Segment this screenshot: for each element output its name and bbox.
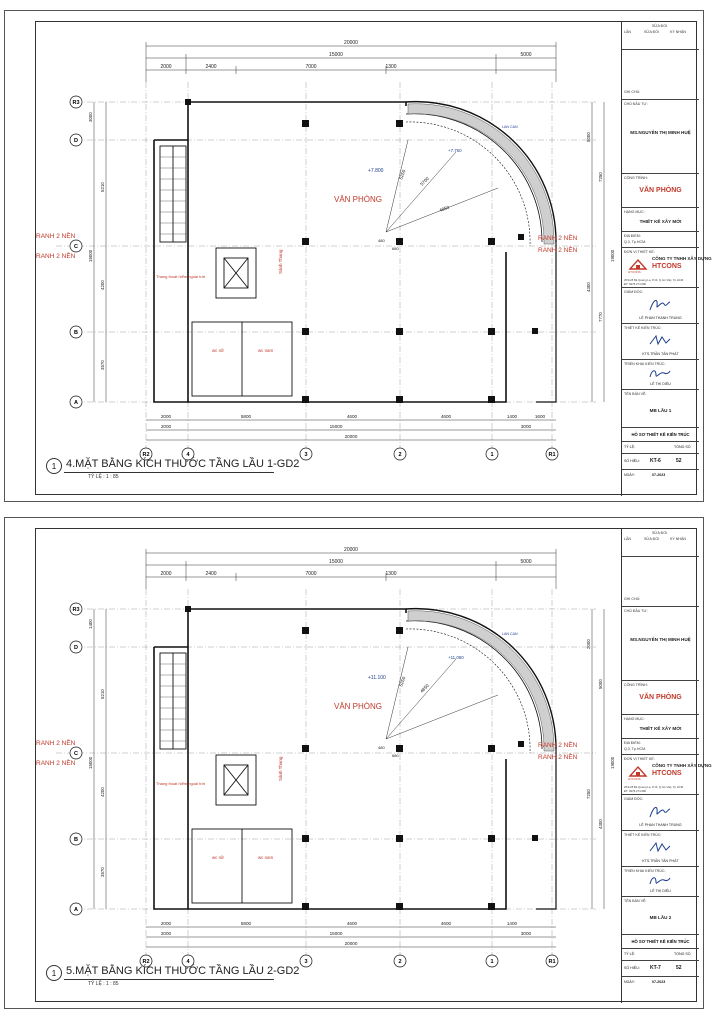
drawing-name-row <box>622 897 699 935</box>
company-name: CÔNG TY TNHH XÂY DỰNG <box>652 256 712 261</box>
category-row <box>622 208 699 232</box>
grid-col-r1: R1 <box>548 452 556 458</box>
revision-col-sign: KÝ NHẬN <box>670 30 686 34</box>
location-value: Q.3, Tp.HCM. <box>624 240 647 244</box>
dim-bottom-detail-2: 5800 <box>240 921 252 926</box>
set-name: HỒ SƠ THIẾT KẾ KIẾN TRÚC <box>631 939 690 944</box>
scale-label: TỶ LỆ: <box>624 445 635 449</box>
structural-columns <box>185 99 538 403</box>
dim-left-total: 15000 <box>88 249 93 262</box>
dim-right-total: 19000 <box>610 249 615 262</box>
director-label: GIÁM ĐỐC: <box>624 290 644 294</box>
scale-label: TỶ LỆ: <box>624 952 635 956</box>
ranh-right-1: RANH 2 NỀN <box>538 235 578 242</box>
drawing-name-label: TÊN BẢN VẼ: <box>624 392 647 396</box>
dim-bottom-mid-3: 3000 <box>520 931 532 936</box>
architect-row <box>622 831 699 867</box>
dim-right-3: 7250 <box>586 789 591 799</box>
dim-bottom-detail-1: 2000 <box>160 921 172 926</box>
dim-right-total: 19000 <box>610 756 615 769</box>
company-address: 25/11/8 Bà Quang La, P.13, Q.Gò Vấp, Tp.HCM <box>624 785 684 789</box>
revision-col-change: SỬA ĐỔI <box>644 30 660 34</box>
project-name: VĂN PHÒNG <box>639 187 682 194</box>
dim-bottom-detail-1: 2000 <box>160 414 172 419</box>
company-address: 25/11/8 Bà Quang La, P.13, Q.Gò Vấp, Tp.HCM <box>624 278 684 282</box>
grid-col-3: 3 <box>304 452 308 458</box>
designer-row <box>622 755 712 795</box>
sheet-no: KT-6 <box>650 458 661 464</box>
location-value: Q.3, Tp.HCM. <box>624 747 647 751</box>
location-label: ĐỊA ĐIỂM: <box>624 741 641 745</box>
lobby-label: Sảnh Thang <box>278 249 283 274</box>
drawing-name-label: TÊN BẢN VẼ: <box>624 899 647 903</box>
architect-label: THIẾT KẾ KIẾN TRÚC: <box>624 833 662 837</box>
ranh-left-1: RANH 2 NỀN <box>36 233 76 240</box>
dim-top-total: 20000 <box>344 40 358 46</box>
checker-signature <box>648 367 672 381</box>
dim-left-4: 3570 <box>100 867 105 877</box>
project-row <box>622 681 699 715</box>
dim-top-mid-2: 5000 <box>520 52 532 58</box>
dim-bottom-total: 20000 <box>344 941 358 946</box>
company-logo-icon <box>628 764 648 778</box>
category-row <box>622 715 699 739</box>
drawing-name-row <box>622 390 699 428</box>
dim-top-detail-2: 2400 <box>205 64 217 70</box>
floor-plan <box>36 529 621 1003</box>
building-walls <box>154 609 506 909</box>
title-block <box>621 22 712 496</box>
scale-row <box>622 949 699 961</box>
elevation-mark: +11.100 <box>368 675 386 681</box>
director-signature <box>648 296 672 312</box>
dim-top-detail-1: 2000 <box>160 64 172 70</box>
service-core <box>160 653 292 903</box>
dim-top-mid-1: 15000 <box>329 559 343 565</box>
left-dimensions <box>94 102 106 402</box>
owner-name: MS.NGUYỄN THỊ MINH HUỆ <box>630 130 691 135</box>
dim-top-total: 20000 <box>344 547 358 553</box>
service-core <box>160 146 292 396</box>
ranh-right-1: RANH 2 NỀN <box>538 742 578 749</box>
top-dimensions <box>146 42 556 82</box>
revision-heading: SỬA ĐỔI <box>652 531 668 535</box>
dim-bottom-detail-5: 1400 <box>506 414 518 419</box>
dim-right-2: 7250 <box>598 172 603 182</box>
designer-row <box>622 248 712 288</box>
architect-name: KTS.TRẦN TÂN PHÁT <box>642 352 679 356</box>
director-signature <box>648 803 672 819</box>
set-name: HỒ SƠ THIẾT KẾ KIẾN TRÚC <box>631 432 690 437</box>
checker-signature <box>648 874 672 888</box>
grid-col-r2: R2 <box>142 452 150 458</box>
date-label: NGÀY: <box>624 980 635 984</box>
grid-row-c: C <box>74 751 78 757</box>
grid-col-1: 1 <box>490 959 494 965</box>
balcony-band <box>408 611 554 751</box>
grid-col-r1: R1 <box>548 959 556 965</box>
category-label: HẠNG MỤC: <box>624 717 645 721</box>
radius-3: 4850 <box>438 204 450 213</box>
architect-label: THIẾT KẾ KIẾN TRÚC: <box>624 326 662 330</box>
small-dim-2: 680 <box>392 246 399 251</box>
ranh-left-2: RANH 2 NỀN <box>36 253 76 260</box>
revision-col-no: LẦN <box>624 537 631 541</box>
set-row <box>622 428 699 442</box>
lobby-label: Sảnh Thang <box>278 756 283 781</box>
architect-name: KTS.TRẦN TÂN PHÁT <box>642 859 679 863</box>
checker-row <box>622 360 699 390</box>
company-brand: HTCONS <box>652 770 682 777</box>
scale-row <box>622 442 699 454</box>
drawing-number: 1 <box>46 965 62 981</box>
dim-left-1: 3000 <box>88 112 93 122</box>
dim-top-detail-3: 7000 <box>305 571 317 577</box>
dim-bottom-detail-4: 4600 <box>440 414 452 419</box>
location-label: ĐỊA ĐIỂM: <box>624 234 641 238</box>
wc-female-label: wc nữ <box>212 348 224 353</box>
radius-2: 5700 <box>419 175 430 187</box>
wc-male-label: wc nam <box>258 348 274 353</box>
dim-top-detail-3: 7000 <box>305 64 317 70</box>
location-row <box>622 739 699 755</box>
company-name: CÔNG TY TNHH XÂY DỰNG <box>652 763 712 768</box>
grid-row-a: A <box>74 400 78 406</box>
dim-bottom-detail-3: 4600 <box>346 414 358 419</box>
dim-right-2: 5000 <box>598 679 603 689</box>
building-walls <box>154 102 506 402</box>
top-dimensions <box>146 549 556 589</box>
dim-right-4: 4300 <box>598 819 603 829</box>
ranh-right-2: RANH 2 NỀN <box>538 754 578 761</box>
grid-col-3: 3 <box>304 959 308 965</box>
dim-left-3: 4200 <box>100 787 105 797</box>
category-name: THIẾT KẾ XÂY MỚI <box>639 726 682 731</box>
dim-top-detail-2: 2400 <box>205 571 217 577</box>
radius-2: 4850 <box>419 682 430 694</box>
director-label: GIÁM ĐỐC: <box>624 797 644 801</box>
ranh-left-2: RANH 2 NỀN <box>36 760 76 767</box>
director-name: LÊ PHAN THANH TRUNG <box>639 316 682 320</box>
director-name: LÊ PHAN THANH TRUNG <box>639 823 682 827</box>
category-name: THIẾT KẾ XÂY MỚI <box>639 219 682 224</box>
company-contact: ĐT: 0978.274.980 <box>624 282 647 286</box>
title-underline <box>64 472 274 473</box>
drawing-title: 4.MẶT BẰNG KÍCH THƯỚC TẦNG LẦU 1-GD2 <box>66 458 300 470</box>
drawing-name: MB LẦU 2 <box>649 915 672 920</box>
drawing-sheet-2 <box>4 517 712 1009</box>
date-value: 07-2023 <box>652 473 666 477</box>
radius-1: 5250 <box>398 676 407 688</box>
category-label: HẠNG MỤC: <box>624 210 645 214</box>
revision-heading: SỬA ĐỔI <box>652 24 668 28</box>
dim-left-2: 5210 <box>100 689 105 699</box>
dim-bottom-mid-2: 15000 <box>329 424 343 429</box>
floor-plan <box>36 22 621 496</box>
notes-row <box>622 557 699 607</box>
owner-label: CHỦ ĐẦU TƯ: <box>624 609 648 613</box>
dim-bottom-mid-1: 2000 <box>160 424 172 429</box>
radius-lines <box>386 647 498 739</box>
grid-col-4: 4 <box>186 452 190 458</box>
room-label: VĂN PHÒNG <box>333 195 383 204</box>
date-row <box>622 977 699 989</box>
notes-label: GHI CHÚ: <box>624 597 641 601</box>
dim-bottom-detail-4: 4600 <box>440 921 452 926</box>
dim-top-mid-1: 15000 <box>329 52 343 58</box>
grid-lines <box>56 589 596 959</box>
elevation-mark: +7.800 <box>368 168 384 174</box>
revision-col-sign: KÝ NHẬN <box>670 537 686 541</box>
notes-row <box>622 50 699 100</box>
dim-bottom-mid-1: 2000 <box>160 931 172 936</box>
designer-label: ĐƠN VỊ THIẾT KẾ: <box>624 757 655 761</box>
dim-left-2: 5210 <box>100 182 105 192</box>
dim-bottom-total: 20000 <box>344 434 358 439</box>
ranh-right-2: RANH 2 NỀN <box>538 247 578 254</box>
grid-row-r3: R3 <box>72 100 80 106</box>
title-block <box>621 529 712 1003</box>
revision-col-no: LẦN <box>624 30 631 34</box>
grid-row-b: B <box>74 837 78 843</box>
radius-lines <box>386 140 498 232</box>
railing-label: LAN CAN <box>502 125 518 129</box>
small-dim-1: 480 <box>378 238 385 243</box>
checker-name: LÊ THỊ DIỆU <box>650 889 671 893</box>
checker-row <box>622 867 699 897</box>
dim-bottom-detail-5: 1400 <box>506 921 518 926</box>
revision-table <box>622 529 699 557</box>
grid-col-1: 1 <box>490 452 494 458</box>
elevation-arc: +7.750 <box>448 148 462 153</box>
revision-col-change: SỬA ĐỔI <box>644 537 660 541</box>
sheet-frame <box>35 21 712 495</box>
dim-top-detail-4: 1300 <box>385 64 397 70</box>
location-row <box>622 232 699 248</box>
project-name: VĂN PHÒNG <box>639 694 682 701</box>
project-row <box>622 174 699 208</box>
grid-col-2: 2 <box>398 959 402 965</box>
wc-female-label: wc nữ <box>212 855 224 860</box>
grid-row-c: C <box>74 244 78 250</box>
ranh-left-1: RANH 2 NỀN <box>36 740 76 747</box>
grid-row-a: A <box>74 907 78 913</box>
drawing-sheet-1 <box>4 10 712 502</box>
grid-col-2: 2 <box>398 452 402 458</box>
dim-bottom-detail-6: 1600 <box>534 414 546 419</box>
total-label: TỔNG SỐ <box>674 445 691 449</box>
right-dimensions <box>592 102 604 402</box>
project-label: CÔNG TRÌNH: <box>624 683 648 687</box>
checker-label: TRIỂN KHAI KIẾN TRÚC: <box>624 869 666 873</box>
checker-name: LÊ THỊ DIỆU <box>650 382 671 386</box>
dim-bottom-mid-3: 3000 <box>520 424 532 429</box>
grid-col-r2: R2 <box>142 959 150 965</box>
balcony-band <box>408 104 554 244</box>
architect-row <box>622 324 699 360</box>
owner-row <box>622 607 699 681</box>
elevation-arc: +11.050 <box>448 655 464 660</box>
radius-1: 5250 <box>398 169 407 181</box>
sheet-total: 52 <box>676 965 682 971</box>
small-dim-2: 680 <box>392 753 399 758</box>
grid-row-d: D <box>74 138 78 144</box>
date-value: 07-2023 <box>652 980 666 984</box>
dim-left-4: 3570 <box>100 360 105 370</box>
dim-left-3: 4200 <box>100 280 105 290</box>
drawing-title: 5.MẶT BẰNG KÍCH THƯỚC TẦNG LẦU 2-GD2 <box>66 965 300 977</box>
sheet-no-row <box>622 454 699 470</box>
director-row <box>622 795 699 831</box>
owner-row <box>622 100 699 174</box>
date-label: NGÀY: <box>624 473 635 477</box>
left-dimensions <box>94 609 106 909</box>
company-brand: HTCONS <box>652 263 682 270</box>
director-row <box>622 288 699 324</box>
sheet-frame <box>35 528 712 1002</box>
logo-text: HTCONS <box>628 270 641 274</box>
grid-row-b: B <box>74 330 78 336</box>
title-underline <box>64 979 274 980</box>
curved-facade <box>406 609 556 909</box>
railing-label: LAN CAN <box>502 632 518 636</box>
dim-bottom-mid-2: 15000 <box>329 931 343 936</box>
drawing-name: MB LẦU 1 <box>649 408 672 413</box>
dim-left-1: 1400 <box>88 619 93 629</box>
stair-label: Thang thoát hiểm ngoài trời <box>156 274 206 279</box>
structural-columns <box>185 606 538 910</box>
designer-label: ĐƠN VỊ THIẾT KẾ: <box>624 250 655 254</box>
sheet-no-row <box>622 961 699 977</box>
revision-table <box>622 22 699 50</box>
dim-bottom-detail-3: 4600 <box>346 921 358 926</box>
notes-label: GHI CHÚ: <box>624 90 641 94</box>
curved-facade <box>406 102 556 402</box>
dim-right-4: 7770 <box>598 312 603 322</box>
owner-label: CHỦ ĐẦU TƯ: <box>624 102 648 106</box>
sheet-no-label: SỐ HIỆU: <box>624 966 640 970</box>
set-row <box>622 935 699 949</box>
dim-right-1: 5000 <box>586 132 591 142</box>
total-label: TỔNG SỐ <box>674 952 691 956</box>
drawing-scale: TỶ LỆ : 1 : 85 <box>88 474 119 480</box>
architect-signature <box>648 839 672 855</box>
checker-label: TRIỂN KHAI KIẾN TRÚC: <box>624 362 666 366</box>
right-dimensions <box>592 609 604 909</box>
grid-row-d: D <box>74 645 78 651</box>
stair-label: Thang thoát hiểm ngoài trời <box>156 781 206 786</box>
sheet-no-label: SỐ HIỆU: <box>624 459 640 463</box>
sheet-total: 52 <box>676 458 682 464</box>
room-label: VĂN PHÒNG <box>333 702 383 711</box>
grid-lines <box>56 82 596 452</box>
dim-left-total: 15000 <box>88 756 93 769</box>
drawing-scale: TỶ LỆ : 1 : 85 <box>88 981 119 987</box>
wc-male-label: wc nam <box>258 855 274 860</box>
drawing-number: 1 <box>46 458 62 474</box>
dim-right-3: 4300 <box>586 282 591 292</box>
dim-top-detail-1: 2000 <box>160 571 172 577</box>
dim-bottom-detail-2: 5800 <box>240 414 252 419</box>
company-contact: ĐT: 0978.274.980 <box>624 789 647 793</box>
dim-top-detail-4: 1300 <box>385 571 397 577</box>
small-dim-1: 480 <box>378 745 385 750</box>
dim-top-mid-2: 5000 <box>520 559 532 565</box>
architect-signature <box>648 332 672 348</box>
date-row <box>622 470 699 482</box>
logo-text: HTCONS <box>628 777 641 781</box>
project-label: CÔNG TRÌNH: <box>624 176 648 180</box>
sheet-no: KT-7 <box>650 965 661 971</box>
dim-right-1: 2000 <box>586 639 591 649</box>
grid-col-4: 4 <box>186 959 190 965</box>
company-logo-icon <box>628 257 648 271</box>
owner-name: MS.NGUYỄN THỊ MINH HUỆ <box>630 637 691 642</box>
grid-row-r3: R3 <box>72 607 80 613</box>
